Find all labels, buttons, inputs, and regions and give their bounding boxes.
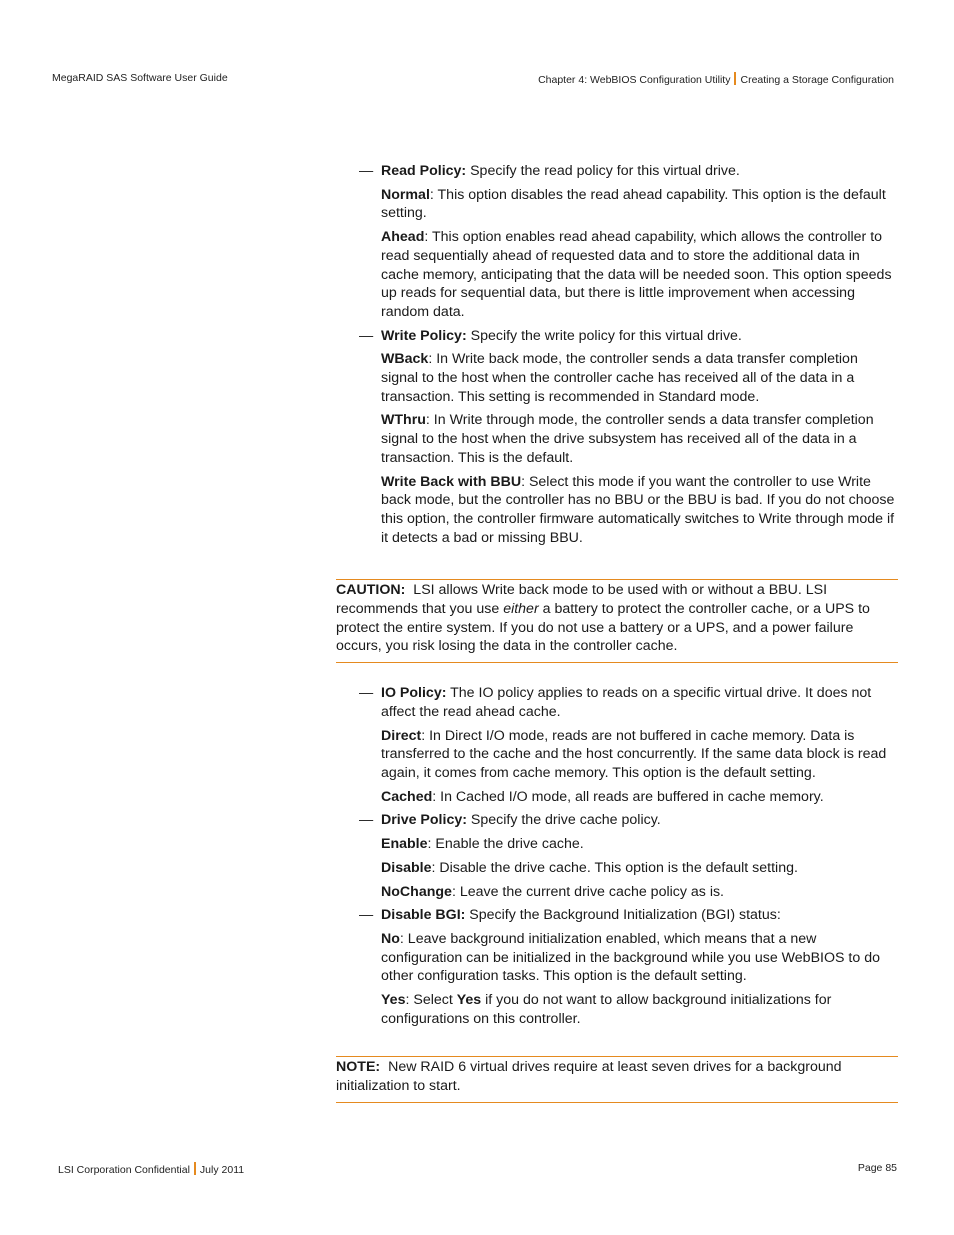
footer-confidential: LSI Corporation Confidential [58,1164,190,1176]
caution-box [336,579,898,663]
term: No [381,930,400,947]
term: WThru [381,412,426,429]
description: Specify the Background Initialization (BGI) status: [465,907,781,924]
option-yes [336,991,898,1028]
caution-text [336,581,898,656]
term: IO Policy: [381,685,447,702]
caution-label: CAUTION: [336,582,406,599]
term: NoChange [381,883,452,900]
term: Yes [381,992,406,1009]
running-header-chapter [538,72,894,86]
description: : In Cached I/O mode, all reads are buffered in cache memory. [432,788,824,805]
description: : In Write back mode, the controller sends a data transfer completion signal to the host when the controller cache has received all of the data in a transaction. This setting is recommended in Standard mode. [381,351,858,405]
option-ahead [336,228,898,322]
description: The IO policy applies to reads on a specific virtual drive. It does not affect the read ahead cache. [381,685,872,720]
dash-bullet: — [359,812,374,829]
option-no [336,930,898,986]
list-item-io-policy [336,684,898,721]
list-item-disable-bgi [336,906,898,925]
term: Write Back with BBU [381,473,522,490]
dash-bullet: — [359,163,374,179]
main-content [336,162,898,1103]
caution-text-part: a battery to protect the controller cache, or a UPS to protect the entire system. If you do not use a battery or a UPS, and a power failure occurs, you risk losing the data in the controller cache. [336,601,870,655]
option-cached [336,788,898,807]
option-wback [336,350,898,406]
caution-emphasis: either [503,601,539,618]
description: : Enable the drive cache. [427,836,584,853]
term: Direct [381,727,422,744]
option-write-back-bbu [336,473,898,548]
list-item-drive-policy [336,811,898,830]
note-text [336,1058,898,1095]
header-separator [734,72,736,85]
description: : Select this mode if you want the controller to use Write back mode, but the controller has no BBU or the BBU is bad. If you do not choose this option, the controller firmware automatically switches to Write through mode if it detects a bad or missing BBU. [381,473,895,546]
description: Specify the drive cache policy. [466,812,661,829]
header-section: Creating a Storage Configuration [740,74,894,86]
option-nochange [336,883,898,902]
description: : This option enables read ahead capability, which allows the controller to read sequentially ahead of requested data and to store the additional data in cache memory, anticipating that the data will be needed soon. This option speeds up reads for sequential data, but there is little improvement when accessing random data. [381,229,892,320]
description: : Leave the current drive cache policy as is. [451,883,725,900]
description: : In Direct I/O mode, reads are not buffered in cache memory. Data is transferred to the cache and the host concurrently. If the same data block is read again, it comes from cache memory. This option is the default setting. [381,727,887,781]
term: WBack [381,351,429,368]
term: Write Policy: [381,327,467,344]
dash-bullet: — [359,685,374,702]
term: Ahead [381,229,425,246]
term-inline: Yes [456,992,482,1009]
description: : Select [405,992,457,1009]
option-enable [336,835,898,854]
note-label: NOTE: [336,1059,381,1076]
term: Disable [381,859,432,876]
description: Specify the read policy for this virtual drive. [466,163,740,179]
description: : This option disables the read ahead capability. This option is the default setting. [381,186,886,222]
note-box [336,1056,898,1102]
header-chapter: Chapter 4: WebBIOS Configuration Utility [538,74,731,86]
option-normal [336,186,898,223]
description: Specify the write policy for this virtual drive. [466,327,742,344]
option-wthru [336,411,898,467]
running-header-title: MegaRAID SAS Software User Guide [52,72,228,84]
dash-bullet: — [359,907,374,924]
term: Drive Policy: [381,812,467,829]
dash-bullet: — [359,327,374,344]
description: if you do not want to allow background initializations for configurations on this controller. [381,992,832,1027]
page-number: Page 85 [857,1162,897,1174]
footer-separator [194,1162,196,1175]
term: Normal [381,186,430,203]
description: : Disable the drive cache. This option is the default setting. [431,859,798,876]
footer-date: July 2011 [199,1164,245,1176]
description: : In Write through mode, the controller sends a data transfer completion signal to the host when the drive subsystem has received all of the data in a transaction. This is the default. [381,412,874,466]
term: Read Policy: [381,163,467,179]
note-text-part: New RAID 6 virtual drives require at least seven drives for a background initialization to start. [336,1059,842,1095]
term: Enable [381,836,428,853]
term: Cached [381,788,433,805]
option-disable [336,859,898,878]
caution-text-part: LSI allows Write back mode to be used with or without a BBU. LSI recommends that you use [336,582,828,618]
list-item-read-policy [336,162,898,181]
description: : Leave background initialization enabled, which means that a new configuration can be initialized in the background while you use WebBIOS to do other configuration tasks. This option is the default setting. [381,930,880,985]
option-direct [336,727,898,783]
term: Disable BGI: [381,907,466,924]
footer-left [58,1162,244,1176]
list-item-write-policy [336,327,898,346]
